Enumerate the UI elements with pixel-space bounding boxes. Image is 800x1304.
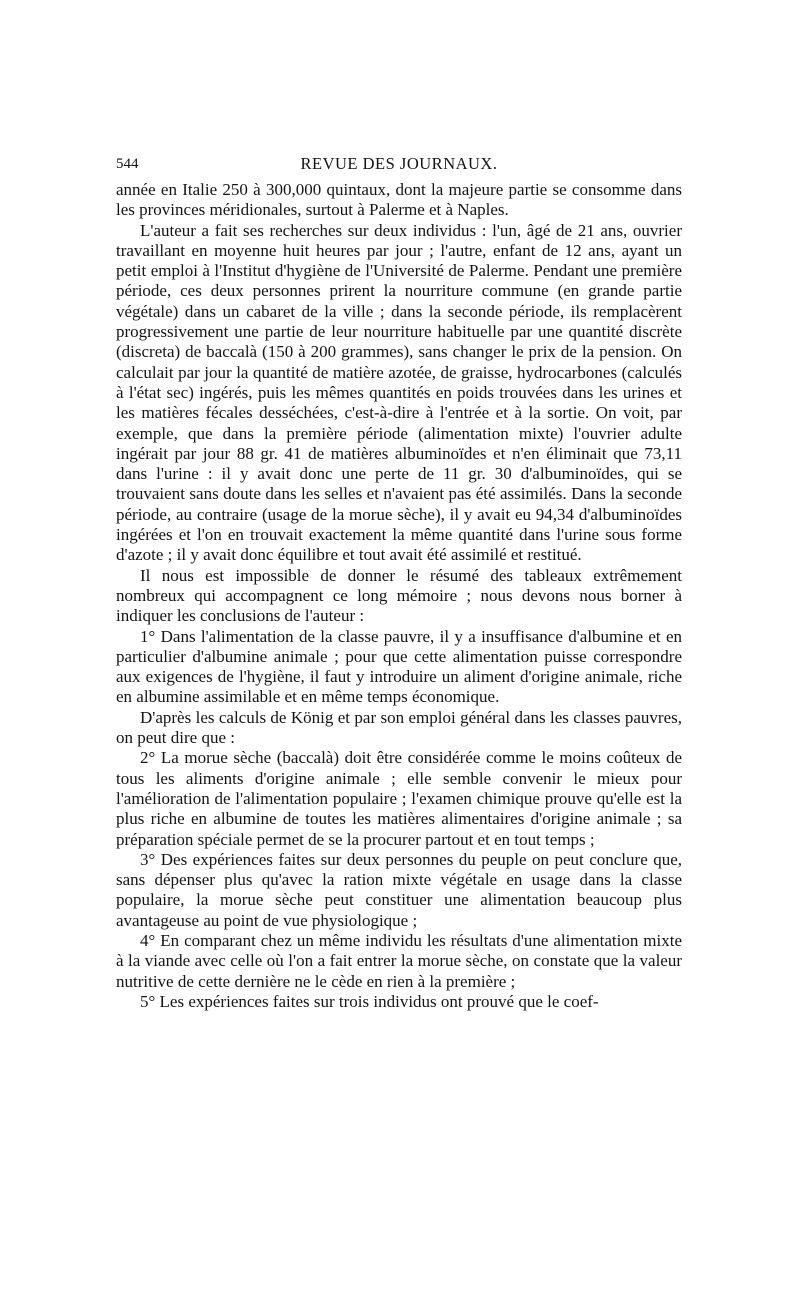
paragraph-method: L'auteur a fait ses recherches sur deux individus : l'un, âgé de 21 ans, ouvrier travaillant en moyenne huit heures par jour ; l'autre, enfant de 12 ans, ayant un petit emploi à l'Institut d'hygiène de l'Université de Palerme. Pendant une première période, ces deux personnes prirent la nourriture commune (en grande partie végétale) dans un cabaret de la ville ; dans la seconde période, ils remplacèrent progressivement une partie de leur nourriture habituelle par une quantité discrète (discreta) de baccalà (150 à 200 grammes), sans changer le prix de la pension. On calculait par jour la quantité de matière azotée, de graisse, hydrocarbones (calculés à l'état sec) ingérés, puis les mêmes quantités en poids trouvées dans les urines et les matières fécales desséchées, c'est-à-dire à l'entrée et à la sortie. On voit, par exemple, que dans la première période (alimentation mixte) l'ouvrier adulte ingérait par jour 88 gr. 41 de matières albuminoïdes et n'en éliminait que 73,11 dans l'urine : il y avait donc une perte de 11 gr. 30 d'albuminoïdes, qui se trouvaient sans doute dans les selles et n'avaient pas été assimilés. Dans la seconde période, au contraire (usage de la morue sèche), il y avait eu 94,34 d'albuminoïdes ingérées et l'on en trouvait exactement la même quantité dans l'urine sous forme d'azote ; il y avait donc équilibre et tout avait été assimilé et restitué. bbox=[116, 220, 682, 565]
body-text bbox=[116, 180, 682, 1012]
conclusion-1: 1° Dans l'alimentation de la classe pauvre, il y a insuffisance d'albumine et en particulier d'albumine animale ; pour que cette alimentation puisse correspondre aux exigences de l'hygiène, il faut y introduire un aliment d'origine animale, riche en albumine assimilable et en même temps économique. bbox=[116, 626, 682, 707]
conclusion-2: 2° La morue sèche (baccalà) doit être considérée comme le moins coûteux de tous les aliments d'origine animale ; elle semble convenir le mieux pour l'amélioration de l'alimentation populaire ; l'examen chimique prouve qu'elle est la plus riche en albumine de toutes les matières alimentaires d'origine animale ; sa préparation spéciale permet de se la procurer partout et en tout temps ; bbox=[116, 748, 682, 849]
paragraph-intro-conclusions: Il nous est impossible de donner le résumé des tableaux extrêmement nombreux qui accompagnent ce long mémoire ; nous devons nous borner à indiquer les conclusions de l'auteur : bbox=[116, 565, 682, 626]
page-header bbox=[116, 150, 682, 180]
conclusion-3: 3° Des expériences faites sur deux personnes du peuple on peut conclure que, sans dépenser plus qu'avec la ration mixte végétale en usage dans la classe populaire, la morue sèche peut constituer une alimentation beaucoup plus avantageuse au point de vue physiologique ; bbox=[116, 849, 682, 930]
paragraph-konig: D'après les calculs de König et par son emploi général dans les classes pauvres, on peut dire que : bbox=[116, 707, 682, 748]
paragraph-continuation: année en Italie 250 à 300,000 quintaux, dont la majeure partie se consomme dans les provinces méridionales, surtout à Palerme et à Naples. bbox=[116, 180, 682, 220]
conclusion-5: 5° Les expériences faites sur trois individus ont prouvé que le coef- bbox=[140, 991, 599, 1011]
page-number: 544 bbox=[116, 156, 139, 172]
document-page bbox=[116, 150, 682, 1012]
conclusion-4: 4° En comparant chez un même individu les résultats d'une alimentation mixte à la viande avec celle où l'on a fait entrer la morue sèche, on constate que la valeur nutritive de cette dernière ne le cède en rien à la première ; bbox=[116, 930, 682, 991]
running-title: REVUE DES JOURNAUX. bbox=[300, 154, 498, 173]
